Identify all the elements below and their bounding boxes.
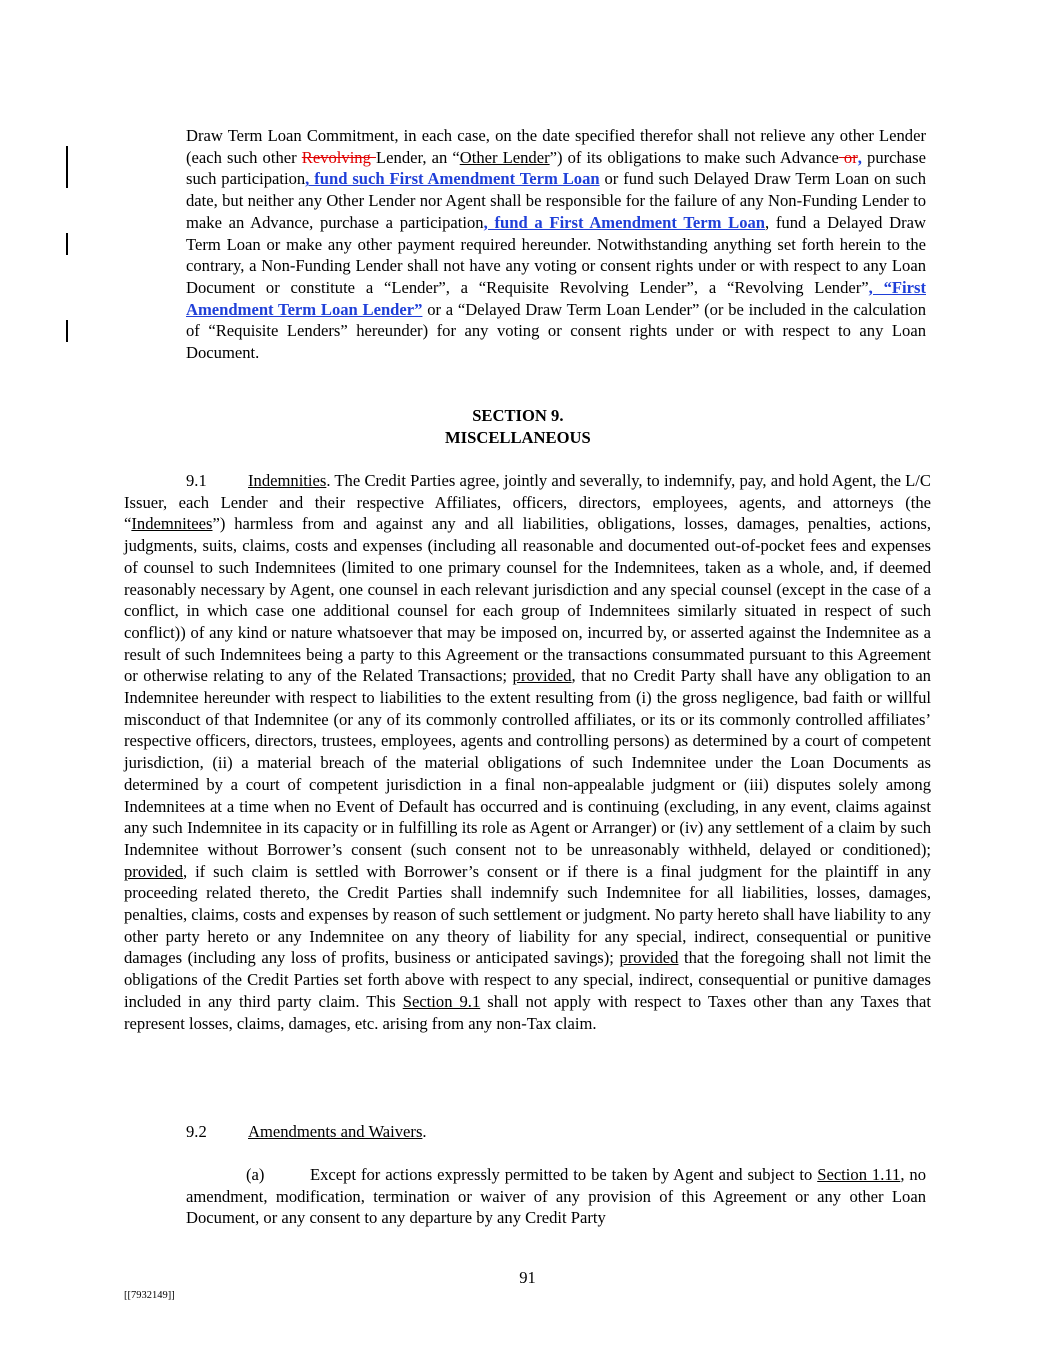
section-number: SECTION 9.	[472, 406, 564, 425]
inserted-text: , fund such First Amendment Term Loan	[305, 169, 600, 189]
proviso: provided	[512, 666, 572, 686]
section-title: MISCELLANEOUS	[445, 428, 591, 447]
change-bar	[66, 233, 68, 255]
deleted-text: Revolving	[301, 147, 377, 167]
proviso: provided	[124, 861, 183, 881]
proviso: provided	[619, 948, 679, 968]
text: , fund a Delayed Draw Term Loan or make any other payment required hereunder. Notwithstanding anything set forth herein to the contrary, a Non-Funding Lender shall not have any voting or consent rights under or with respect to any Loan Document or constitute a “Lender”, a “Requisite Revolving Lender”, a “Revolving Lender”	[186, 212, 926, 297]
text: ”) of its obligations to make such Advance	[549, 147, 839, 167]
document-id: [[7932149]]	[124, 1290, 175, 1301]
section-title: Amendments and Waivers	[248, 1122, 423, 1141]
text: , that no Credit Party shall have any obligation to an Indemnitee hereunder with respect to liabilities to the extent resulting from (i) the gross negligence, bad faith or willful misconduct of that Indemnitee (or any of its commonly controlled affiliates, or its or its commonly controlled affiliates’ respective officers, directors, trustees, employees, agents and controlling persons) as determined by a court of competent jurisdiction, (ii) a material breach of the material obligations of such Indemnitee under the Loan Documents as determined by a court of competent jurisdiction in a final non-appealable judgment or (iii) disputes solely among Indemnitees at a time when no Event of Default has occurred and is continuing (excluding, in any event, claims against any such Indemnitee in its capacity or in fulfilling its role as Agent or Arranger) or (iv) any settlement of a claim by such Indemnitee without Borrower’s consent (such consent not to be unreasonably withheld, delayed or conditioned);	[124, 666, 931, 859]
cross-reference: Section 1.11	[817, 1165, 901, 1184]
text: that the foregoing shall not limit the obligations of the Credit Parties set forth above with respect to any special, indirect, consequential or punitive damages included in any third party claim. This	[124, 948, 931, 1011]
text: or fund such Delayed Draw Term Loan on such date, but neither any Other Lender nor Agent shall be responsible for the failure of any Non-Funding Lender to make an Advance, purchase a participation	[186, 169, 926, 232]
deleted-text: or	[838, 147, 858, 167]
page-number: 91	[519, 1268, 536, 1287]
text: , if such claim is settled with Borrower’s consent or if there is a final judgment for the plaintiff in any proceeding related thereto, the Credit Parties shall indemnify such Indemnitee for all liabilities, losses, damages, penalties, claims, costs and expenses by reason of such settlement or judgment. No party hereto shall have liability to any other party hereto or any Indemnitee on any theory of liability for any special, indirect, consequential or punitive damages (including any loss of profits, business or anticipated savings);	[124, 861, 931, 968]
text: , no amendment, modification, termination or waiver of any provision of this Agreement or any other Loan Document, or any consent to any departure by any Credit Party	[186, 1165, 927, 1228]
section-9-1-paragraph	[124, 470, 931, 1034]
section-9-2-heading	[124, 1121, 931, 1143]
defined-term: Other Lender	[459, 147, 550, 167]
section-9-2-a-paragraph	[186, 1164, 926, 1229]
text: shall not apply with respect to Taxes other than any Taxes that represent losses, claims, damages, etc. arising from any non-Tax claim.	[124, 991, 931, 1033]
text: purchase such participation	[186, 147, 926, 189]
section-heading	[445, 405, 591, 449]
inserted-text: , fund a First Amendment Term Loan	[483, 212, 766, 232]
inserted-text: ,	[857, 147, 862, 167]
change-bar	[66, 146, 68, 188]
section-title: Indemnities	[248, 471, 327, 490]
section-number: 9.1	[186, 471, 207, 490]
section-number: 9.2	[186, 1122, 207, 1141]
change-bar	[66, 320, 68, 342]
text: . The Credit Parties agree, jointly and severally, to indemnify, pay, and hold Agent, the L/C Issuer, each Lender and their respective Affiliates, officers, directors, employees, agents, and attorneys (the “	[124, 471, 931, 534]
clause-label: (a)	[246, 1165, 265, 1184]
text: Except for actions expressly permitted to be taken by Agent and subject to	[310, 1165, 818, 1184]
continuation-paragraph	[186, 125, 926, 364]
text: Draw Term Loan Commitment, in each case, on the date specified therefor shall not relieve any other Lender (each such other	[186, 126, 926, 167]
defined-term: Indemnitees	[131, 514, 213, 534]
text: or a “Delayed Draw Term Loan Lender” (or be included in the calculation of “Requisite Lenders” hereunder) for any voting or consent rights under or with respect to any Loan Document.	[186, 299, 927, 363]
inserted-text: , “First Amendment Term Loan Lender”	[186, 277, 926, 319]
text: Lender, an “	[376, 147, 460, 167]
text: .	[422, 1122, 427, 1141]
cross-reference: Section 9.1	[402, 991, 481, 1011]
text: ”) harmless from and against any and all liabilities, obligations, losses, damages, penalties, actions, judgments, suits, claims, costs and expenses (including all reasonable and documented out-of-pocket fees and expenses of counsel to such Indemnitees (limited to one primary counsel for the Indemnitees, taken as a whole, and, if deemed reasonably necessary by Agent, one counsel in each relevant jurisdiction and any special counsel (except in the case of a conflict, in which case one additional counsel for each group of Indemnitees similarly situated in respect of such conflict)) of any kind or nature whatsoever that may be imposed on, incurred by, or asserted against the Indemnitee as a result of such Indemnitees being a party to this Agreement or the transactions consummated pursuant to this Agreement or otherwise relating to any of the Related Transactions;	[124, 514, 931, 686]
